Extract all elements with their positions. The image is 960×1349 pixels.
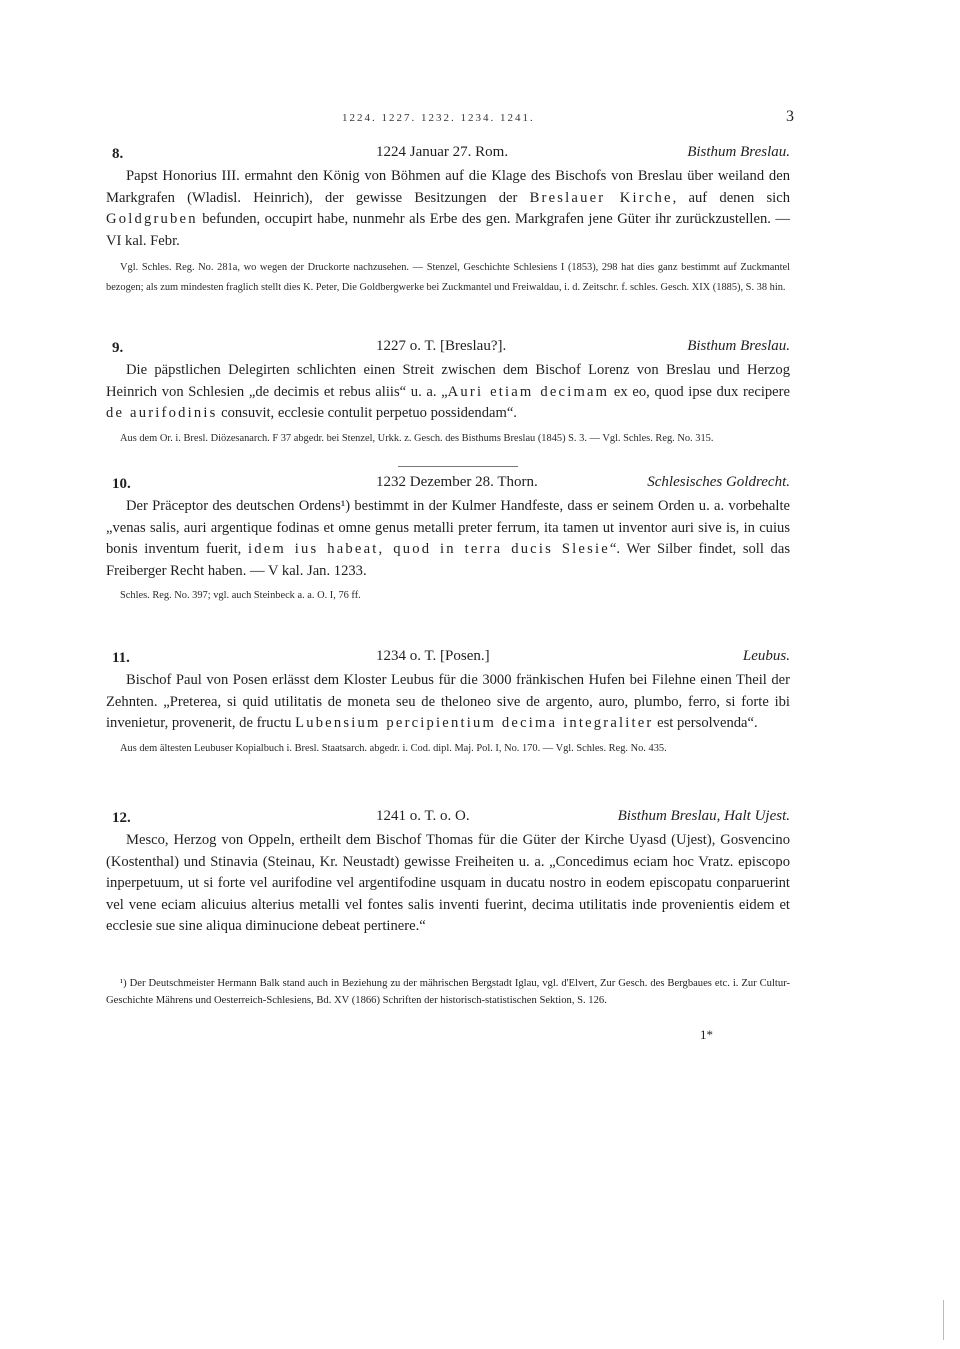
spaced-text: Breslauer Kirche	[529, 189, 673, 206]
entry-number: 9.	[112, 340, 124, 356]
entry-location: Bisthum Breslau.	[687, 338, 790, 354]
entry-note: Schles. Reg. No. 397; vgl. auch Steinbeck a. a. O. I, 76 ff.	[120, 590, 361, 601]
entry-text	[106, 360, 790, 425]
entry-text	[106, 496, 790, 582]
entry-date: 1227 o. T. [Breslau?].	[376, 338, 507, 354]
entry-note: Aus dem Or. i. Bresl. Diözesanarch. F 37 abgedr. bei Stenzel, Urkk. z. Gesch. des Bisthums Breslau (1845) S. 3. — Vgl. Schles. Reg. No. 315.	[120, 432, 714, 444]
entry-11	[106, 648, 790, 759]
entry-heading	[106, 808, 790, 830]
entry-text	[106, 830, 790, 938]
entry-heading	[106, 338, 790, 360]
text-segment: Bischof Paul von Posen erlässt dem Kloster Leubus für die 3000 fränkischen Hufen bei Filehne einen Theil der Zehnten. „Preterea, si quid utilitatis de moneta seu de theloneo sive de argento, auro, plumbo, ferro, si forte ibi invenietur, provenerit, de fructu	[106, 672, 790, 731]
entry-date: 1234 o. T. [Posen.]	[376, 648, 490, 664]
entry-text	[106, 670, 790, 735]
spaced-text: Lubensium percipientium decima integraliter	[295, 715, 654, 731]
spaced-text: de aurifodinis	[106, 405, 218, 421]
page-number: 3	[786, 108, 794, 125]
text-segment: consuvit, ecclesie contulit perpetuo possidendam“.	[217, 405, 517, 421]
entry-number: 12.	[112, 810, 131, 826]
scan-edge-mark	[943, 1300, 944, 1340]
entry-note: Vgl. Schles. Reg. No. 281a, wo wegen der Druckorte nachzusehen. — Stenzel, Geschichte Schlesiens I (1853), 298 hat dies ganz bestimmt auf Zuckmantel bezogen; als zum mindesten fraglich stellt dies K. Peter, Die Goldbergwerke bei Zuckmantel und Freiwaldau, i. d. Zeitschr. f. schles. Gesch. XIX (1885), S. 38 hin.	[106, 262, 790, 293]
entry-date: 1224 Januar 27. Rom.	[376, 144, 509, 160]
entry-location: Schlesisches Goldrecht.	[647, 474, 790, 490]
entry-12	[106, 808, 790, 938]
spaced-text: Goldgruben	[106, 211, 198, 227]
footnote: ¹) Der Deutschmeister Hermann Balk stand auch in Beziehung zu der mährischen Bergstadt Iglau, vgl. d'Elvert, Zur Gesch. des Bergbaues etc. i. Zur Cultur-Geschichte Mährens und Oesterreich-Schlesiens, Bd. XV (1866) Schriften der historisch-statistischen Sektion, S. 126.	[106, 978, 790, 1006]
running-head: 1224. 1227. 1232. 1234. 1241.	[342, 112, 535, 124]
footnotes	[106, 975, 790, 1009]
text-segment: est persolvenda“.	[653, 715, 758, 731]
section-divider	[398, 466, 518, 467]
signature-mark: 1*	[700, 1027, 713, 1042]
spaced-text: idem ius habeat, quod in terra ducis Slesie	[247, 541, 610, 557]
entry-heading	[106, 648, 790, 670]
text-segment: , auf denen sich	[672, 189, 790, 206]
spaced-text: Auri etiam decimam	[447, 383, 610, 400]
entry-location: Bisthum Breslau, Halt Ujest.	[617, 808, 790, 824]
entry-8	[106, 144, 790, 298]
entry-location: Leubus.	[742, 648, 790, 664]
entry-number: 8.	[112, 146, 124, 162]
entry-heading	[106, 474, 790, 496]
text-segment: Der Präceptor des deutschen Ordens¹) bestimmt in der Kulmer Handfeste, dass er seinem Orden u. a. vorbehalte „venas salis, auri argentique fodinas et omne genus metalli preter ferrum, ita tamen ut inventor auri sive is, in cuius bonis inventum fuerit,	[106, 498, 790, 557]
entry-heading	[106, 144, 790, 166]
entry-number: 10.	[112, 476, 131, 492]
entry-text	[106, 166, 790, 252]
text-segment: Mesco, Herzog von Oppeln, ertheilt dem Bischof Thomas für die Güter der Kirche Uyasd (Ujest), Gosvencino (Kostenthal) und Stinavia (Steinau, Kr. Neustadt) gewisse Freiheiten u. a. „Concedimus eciam hoc Vratz. episcopo inperpetuum, ut si forte vel aurifodine vel argentifodine usquam in ducatu nostro in eodem episcopatu conparuerint vel vene eciam alicuius alterius metalli vel fontes salis inventi fuerint, decima utilitatis inde provenientis eidem et ecclesie sue sine aliqua diminucione debeat pertinere.“	[106, 832, 790, 934]
entry-date: 1232 Dezember 28. Thorn.	[376, 474, 538, 490]
text-segment: ex eo, quod ipse dux recipere	[609, 383, 790, 400]
entry-date: 1241 o. T. o. O.	[376, 808, 470, 824]
entry-10	[106, 474, 790, 606]
entry-9	[106, 338, 790, 449]
entry-number: 11.	[112, 650, 130, 666]
text-segment: befunden, occupirt habe, nunmehr als Erbe des gen. Markgrafen jene Güter ihr zurückzustellen. — VI kal. Febr.	[106, 211, 790, 249]
text-segment: Die päpstlichen Delegirten schlichten einen Streit zwischen dem Bischof Lorenz von Breslau und Herzog Heinrich von Schlesien „de decimis et rebus aliis“ u. a. „	[106, 362, 790, 400]
entry-location: Bisthum Breslau.	[687, 144, 790, 160]
entry-note: Aus dem ältesten Leubuser Kopialbuch i. Bresl. Staatsarch. abgedr. i. Cod. dipl. Maj. Pol. I, No. 170. — Vgl. Schles. Reg. No. 435.	[120, 742, 667, 754]
text-segment: “. Wer Silber findet, soll das Freiberger Recht haben. — V kal. Jan. 1233.	[106, 541, 791, 579]
text-segment: Papst Honorius III. ermahnt den König von Böhmen auf die Klage des Bischofs von Breslau über weiland den Markgrafen (Wladisl. Heinrich), der gewisse Besitzungen der	[106, 168, 790, 206]
